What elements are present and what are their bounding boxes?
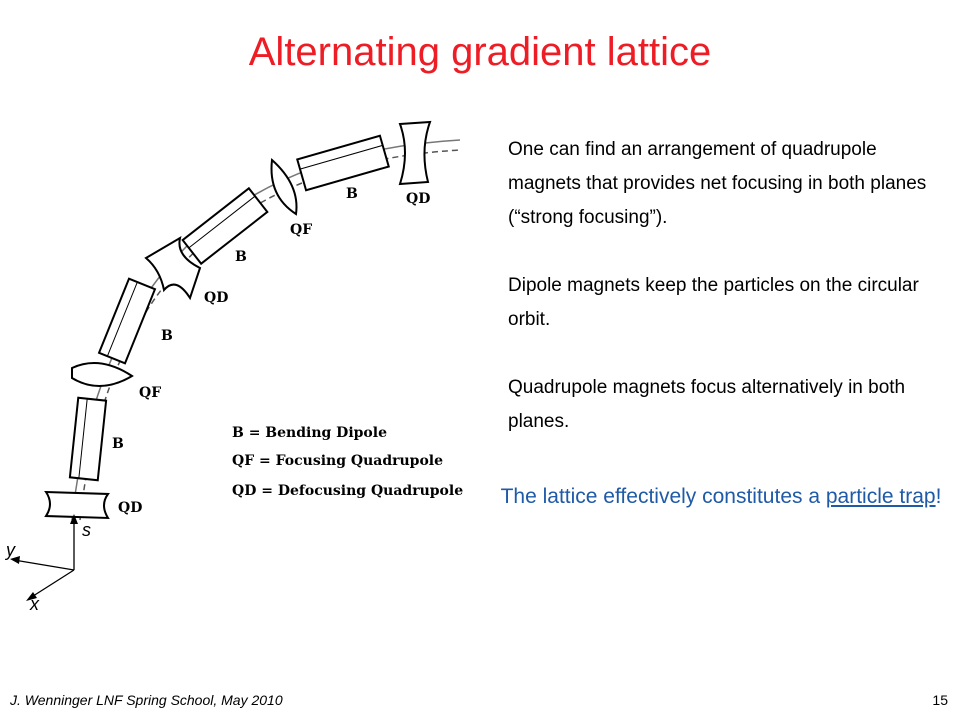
label-b-2: B — [161, 328, 173, 344]
quadrupole-qf-2 — [272, 160, 297, 214]
slide-title: Alternating gradient lattice — [248, 30, 712, 74]
trap-prefix: The lattice effectively constitutes a — [500, 485, 826, 508]
page-number: 15 — [932, 692, 948, 708]
label-qd-2: QD — [204, 290, 229, 306]
axis-y-label: y — [6, 540, 15, 560]
quadrupole-qf-1 — [72, 363, 132, 386]
label-b-1: B — [112, 436, 124, 452]
dipole-b-2 — [99, 279, 155, 364]
paragraph-quadrupole-magnets: Quadrupole magnets focus alternatively in both planes. — [508, 377, 906, 432]
legend-defocusing-quadrupole: QD = Defocusing Quadrupole — [232, 483, 464, 499]
particle-trap-statement — [496, 480, 946, 514]
axis-x-label: x — [30, 594, 39, 614]
label-qd-3: QD — [406, 191, 431, 207]
axis-y-line — [14, 560, 74, 570]
label-qf-1: QF — [139, 385, 162, 401]
quadrupole-qd-1 — [46, 492, 108, 518]
label-qd-1: QD — [118, 500, 143, 516]
axis-s-label: s — [82, 520, 91, 540]
dipole-b-3 — [183, 188, 268, 263]
trap-suffix: ! — [935, 485, 942, 508]
legend-focusing-quadrupole: QF = Focusing Quadrupole — [232, 453, 444, 469]
label-qf-2: QF — [290, 222, 313, 238]
particle-trap-link[interactable]: particle trap — [825, 485, 936, 508]
dipole-b-1 — [70, 398, 106, 480]
label-b-4: B — [346, 186, 358, 202]
legend-bending-dipole: B = Bending Dipole — [232, 425, 387, 441]
paragraph-strong-focusing: One can find an arrangement of quadrupole magnets that provides net focusing in both planes (“strong focusing”). — [508, 139, 927, 228]
label-b-3: B — [235, 249, 247, 265]
paragraph-dipole-magnets: Dipole magnets keep the particles on the circular orbit. — [508, 275, 919, 330]
explanation-text — [508, 133, 938, 473]
dipole-b-4 — [297, 136, 388, 190]
footer-credit: J. Wenninger LNF Spring School, May 2010 — [10, 692, 283, 708]
